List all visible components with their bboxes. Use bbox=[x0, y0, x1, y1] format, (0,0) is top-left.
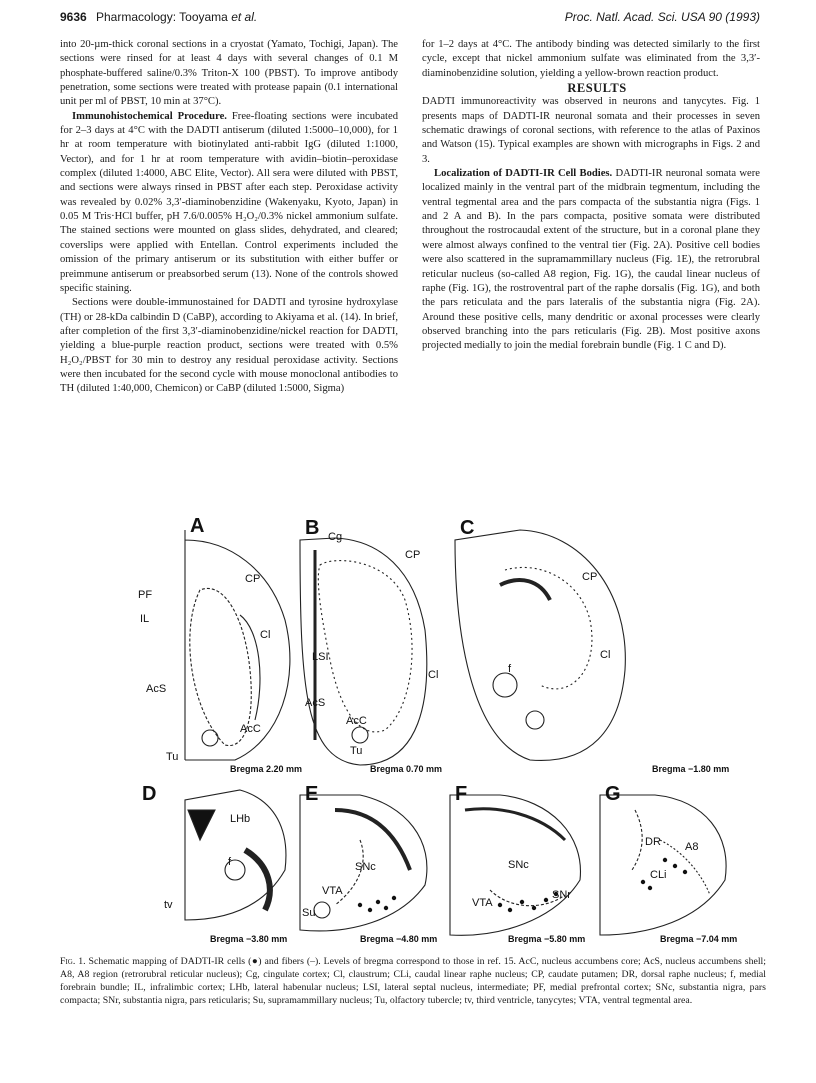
dadti-cell-marker bbox=[392, 896, 396, 900]
paragraph: Sections were double-immunostained for DADTI and tyrosine hydroxylase (TH) or 28-kDa calbindin D (CaBP), according to Akiyama et al. (14). In brief, after completion of the first 3,3′-diaminobenzidine/nickel reaction for DADTI, yielding a blue-purple reaction product, sections were treated with 0.5% H₂O₂/PBST for 30 min to destroy any residual peroxidase activity. Sections were then incubated for the second cycle with mouse monoclonal antibodies to TH (diluted 1:40,000, Chemicon) or CaBP (diluted 1:5000, Sigma) bbox=[60, 297, 398, 395]
figure-1 bbox=[60, 510, 768, 950]
header-section-text: Pharmacology: Tooyama bbox=[96, 10, 228, 24]
figure-caption-text: Schematic mapping of DADTI-IR cells (●) and fibers (–). Levels of bregma correspond to those in ref. 15. AcC, nucleus accumbens core; AcS, nucleus accumbens shell; A8, A8 region (retrorubral reticular nucleus); Cg, cingulate cortex; Cl, claustrum; CLi, caudal linear raphe nucleus; CP, caudate putamen; DR, dorsal raphe nucleus; f, medial forebrain bundle; IL, infralimbic cortex; LHb, lateral habenular nucleus; LSI, lateral septal nucleus, intermediate; PF, medial prefrontal cortex; SNc, substantia nigra, pars compacta; SNr, substantia nigra, pars reticularis; Su, supramammillary nucleus; Tu, olfactory tubercle; tv, third ventricle, tanycytes; VTA, ventral tegmental area. bbox=[60, 956, 766, 1006]
paragraph: into 20-µm-thick coronal sections in a cryostat (Yamato, Tochigi, Japan). The sections were rinsed for at least 4 days with several changes of 0.1 M phosphate-buffered saline/0.3% Triton-X 100 (PBST). To improve antibody penetration, some sections were treated with protease papain (0.1 international unit per ml of PBST, 10 min at 37°C). bbox=[60, 39, 398, 108]
region-label: LSI bbox=[312, 651, 329, 663]
dadti-cell-marker bbox=[358, 903, 362, 907]
dadti-cell-marker bbox=[673, 864, 677, 868]
ac-circle-a bbox=[202, 730, 218, 746]
section-outline-g bbox=[600, 795, 726, 935]
bregma-label-b: Bregma 0.70 mm bbox=[370, 764, 443, 774]
panel-label-c: C bbox=[460, 517, 475, 539]
section-outline-c bbox=[455, 530, 625, 760]
ventricle-c bbox=[500, 580, 550, 600]
bregma-label-e: Bregma −4.80 mm bbox=[360, 934, 438, 944]
panel-label-b: B bbox=[305, 517, 320, 539]
figure-caption-label: Fig. 1. bbox=[60, 956, 86, 967]
region-label: AcS bbox=[146, 683, 167, 695]
run-in-heading: Immunohistochemical Procedure. bbox=[72, 110, 227, 122]
panel-label-d: D bbox=[142, 783, 157, 805]
region-label: LHb bbox=[230, 813, 251, 825]
panel-label-g: G bbox=[605, 783, 621, 805]
dadti-cell-marker bbox=[663, 858, 667, 862]
region-label: CP bbox=[245, 573, 261, 585]
region-label: Cl bbox=[260, 629, 271, 641]
dadti-cell-marker bbox=[641, 880, 645, 884]
caudate-putamen-region-b bbox=[318, 561, 412, 732]
region-label: f bbox=[228, 856, 232, 868]
bregma-label-c: Bregma −1.80 mm bbox=[652, 764, 730, 774]
region-label: CP bbox=[582, 571, 598, 583]
ac-circle-b bbox=[352, 727, 368, 743]
region-label: SNr bbox=[552, 889, 571, 901]
region-label: DR bbox=[645, 836, 661, 848]
region-label: PF bbox=[138, 589, 153, 601]
bregma-label-g: Bregma −7.04 mm bbox=[660, 934, 738, 944]
region-label: VTA bbox=[322, 885, 343, 897]
ventricle-d bbox=[188, 810, 215, 840]
right-column bbox=[422, 38, 760, 354]
paragraph bbox=[60, 110, 398, 296]
dadti-cell-marker bbox=[520, 900, 524, 904]
dadti-cell-marker bbox=[648, 886, 652, 890]
dadti-cell-marker bbox=[368, 908, 372, 912]
paragraph-text: DADTI-IR neuronal somata were localized mainly in the ventral part of the midbrain tegmentum, including the ventral tegmental area and the pars compacta of the substantia nigra (Figs. 1 and 2 A and B). In the pars compacta, positive somata were distributed throughout the rostrocaudal extent of the structure, but in a coronal plane they were almost always confined to the ventral tier (Fig. 2A). Positive cell bodies were also scattered in the supramammillary nucleus (Fig. 1E), the retrorubral reticular nucleus (so-called A8 region, Fig. 1G), the caudal linear nucleus of raphe (Fig. 1G), the rostroventral part of the raphe dorsalis (Fig. 1G), and both the pars reticulata and the pars lateralis of the substantia nigra (Fig. 2A). Around these positive cells, many dendritic or axonal processes were clearly observed branching into the pars reticularis (Fig. 2B). Most positive axons projected medially to join the medial forebrain bundle (Fig. 1 C and D). bbox=[422, 168, 760, 352]
region-label: Tu bbox=[166, 751, 179, 763]
caudate-putamen-region-a bbox=[190, 588, 251, 745]
dadti-cell-marker bbox=[508, 908, 512, 912]
raphe-region-g bbox=[632, 810, 642, 870]
run-in-heading: Localization of DADTI-IR Cell Bodies. bbox=[434, 168, 613, 180]
paragraph bbox=[422, 167, 760, 353]
left-column bbox=[60, 38, 398, 397]
region-label: Cg bbox=[328, 531, 343, 543]
region-label: Cl bbox=[600, 649, 611, 661]
header-section-title bbox=[96, 10, 257, 24]
dadti-cell-marker bbox=[544, 898, 548, 902]
figure-caption bbox=[60, 956, 766, 1008]
region-label: Cl bbox=[428, 669, 439, 681]
region-label: CLi bbox=[650, 869, 667, 881]
panel-label-e: E bbox=[305, 783, 319, 805]
bregma-label-a: Bregma 2.20 mm bbox=[230, 764, 303, 774]
region-label: SNc bbox=[508, 859, 529, 871]
dadti-cell-marker bbox=[376, 900, 380, 904]
region-label: AcC bbox=[346, 715, 367, 727]
panel-label-f: F bbox=[455, 783, 468, 805]
region-label: Su bbox=[302, 907, 316, 919]
paragraph: DADTI immunoreactivity was observed in neurons and tanycytes. Fig. 1 presents maps of DADTI-IR neuronal somata and their processes in seven schematic drawings of coronal sections, with reference to the atlas of Paxinos and Watson (15). Typical examples are shown with micrographs in Figs. 2 and 3. bbox=[422, 96, 760, 165]
section-outline-a bbox=[185, 530, 290, 760]
dadti-cell-marker bbox=[532, 906, 536, 910]
dadti-cell-marker bbox=[683, 870, 687, 874]
region-label: tv bbox=[164, 899, 173, 911]
panel-label-a: A bbox=[190, 515, 205, 537]
region-label: SNc bbox=[355, 861, 376, 873]
brain-section-drawings bbox=[60, 510, 768, 950]
paragraph-text: Free-floating sections were incubated for 2–3 days at 4°C with the DADTI antiserum (diluted 1:5000–10,000), for 1 hr at room temperature with biotinylated anti-rabbit IgG (diluted 1:1000, Vector), and for 1 hr at room temperature with avidin–biotin–peroxidase complex (diluted 1:4000, ABC Elite, Vector). All sera were diluted with PBST, and sections were always rinsed in PBST after each step. Peroxidase activity was revealed by 0.02% 3,3′-diaminobenzidine (Wakenyaku, Kyoto, Japan) in 0.05 M Tris·HCl buffer, pH 7.6/0.005% H₂O₂/0.3% nickel ammonium sulfate. The stained sections were mounted on glass slides, dehydrated, and cleared; coverslips were applied with Entellan. Control experiments included the omission of the primary antiserum or its substitution with either buffer or preimmune antiserum or preabsorbed serum (13). None of the controls showed specific staining. bbox=[60, 110, 398, 294]
region-label: f bbox=[508, 663, 512, 675]
region-label: AcC bbox=[240, 723, 261, 735]
journal-citation: Proc. Natl. Acad. Sci. USA 90 (1993) bbox=[564, 10, 760, 24]
region-circle-e bbox=[314, 902, 330, 918]
region-label: VTA bbox=[472, 897, 493, 909]
region-circle-c bbox=[526, 711, 544, 729]
running-header bbox=[60, 10, 760, 26]
dadti-cell-marker bbox=[384, 906, 388, 910]
region-label: Tu bbox=[350, 745, 363, 757]
region-label: AcS bbox=[305, 697, 326, 709]
caudate-putamen-region-c bbox=[505, 567, 592, 688]
region-label: CP bbox=[405, 549, 421, 561]
region-label: A8 bbox=[685, 841, 699, 853]
page-number: 9636 bbox=[60, 10, 87, 24]
section-heading-results: RESULTS bbox=[567, 81, 627, 96]
bregma-label-d: Bregma −3.80 mm bbox=[210, 934, 288, 944]
header-etal: et al. bbox=[231, 10, 258, 24]
dadti-cell-marker bbox=[498, 903, 502, 907]
region-label: IL bbox=[140, 613, 150, 625]
bregma-label-f: Bregma −5.80 mm bbox=[508, 934, 586, 944]
region-circle-c bbox=[493, 673, 517, 697]
paragraph: for 1–2 days at 4°C. The antibody binding was detected similarly to the first cycle, except that nickel ammonium sulfate was eliminated from the 3,3′-diaminobenzidine solution, yielding a yellow-brown reaction product. bbox=[422, 39, 760, 79]
